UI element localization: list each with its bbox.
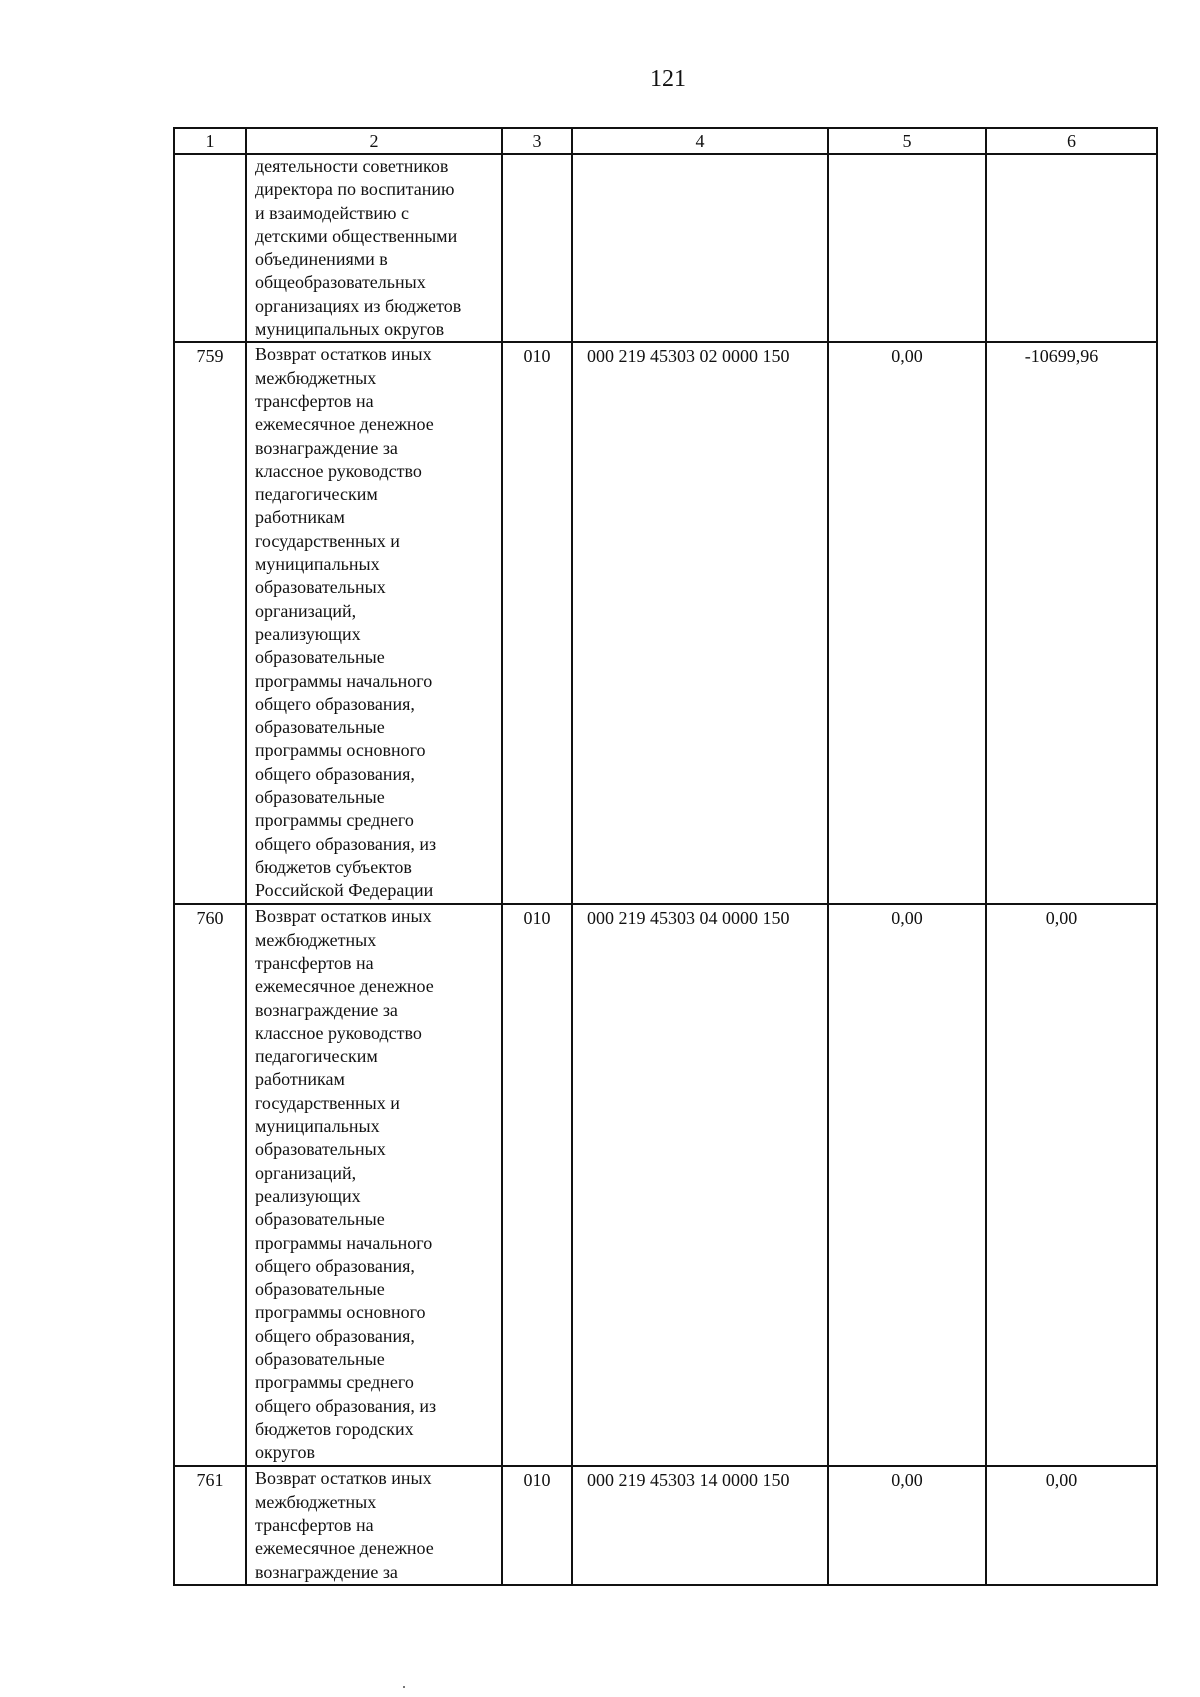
row-description: Возврат остатков иных межбюджетных трансфертов на ежемесячное денежное вознаграждение за классное руководство педагогическим работникам государственных и муниципальных образовательных организаций, реализующих образовательные программы начального общего образования, образовательные программы основного общего образования, образовательные программы среднего общего образования, из бюджетов субъектов Российской Федерации: [246, 342, 502, 904]
column-header-2: 2: [246, 128, 502, 154]
column-header-1: 1: [174, 128, 246, 154]
row-code: [572, 154, 828, 342]
table-row: [174, 154, 1157, 342]
column-header-5: 5: [828, 128, 986, 154]
row-description: деятельности советников директора по воспитанию и взаимодействию с детскими общественными объединениями в общеобразовательных организациях из бюджетов муниципальных округов: [246, 154, 502, 342]
row-code: 000 219 45303 04 0000 150: [572, 904, 828, 1466]
table-header-row: [174, 128, 1157, 154]
row-number: 761: [174, 1466, 246, 1584]
page-number: 121: [650, 66, 686, 92]
row-col5: 0,00: [828, 1466, 986, 1584]
table-row: [174, 342, 1157, 904]
row-number: 760: [174, 904, 246, 1466]
table-row: [174, 1466, 1157, 1584]
row-col6: 0,00: [986, 904, 1157, 1466]
column-header-6: 6: [986, 128, 1157, 154]
row-col6: [986, 154, 1157, 342]
column-header-3: 3: [502, 128, 572, 154]
table-row: [174, 904, 1157, 1466]
row-code: 000 219 45303 14 0000 150: [572, 1466, 828, 1584]
row-col3: 010: [502, 904, 572, 1466]
column-header-4: 4: [572, 128, 828, 154]
row-col6: -10699,96: [986, 342, 1157, 904]
row-col3: 010: [502, 1466, 572, 1584]
row-number: 759: [174, 342, 246, 904]
row-code: 000 219 45303 02 0000 150: [572, 342, 828, 904]
budget-table: [173, 127, 1158, 1586]
row-col3: [502, 154, 572, 342]
row-col5: [828, 154, 986, 342]
row-col5: 0,00: [828, 342, 986, 904]
scan-speck: [403, 1686, 405, 1688]
row-number: [174, 154, 246, 342]
row-col5: 0,00: [828, 904, 986, 1466]
row-description: Возврат остатков иных межбюджетных трансфертов на ежемесячное денежное вознаграждение за классное руководство педагогическим работникам государственных и муниципальных образовательных организаций, реализующих образовательные программы начального общего образования, образовательные программы основного общего образования, образовательные программы среднего общего образования, из бюджетов городских округов: [246, 904, 502, 1466]
row-description: Возврат остатков иных межбюджетных трансфертов на ежемесячное денежное вознаграждение за: [246, 1466, 502, 1584]
row-col3: 010: [502, 342, 572, 904]
row-col6: 0,00: [986, 1466, 1157, 1584]
